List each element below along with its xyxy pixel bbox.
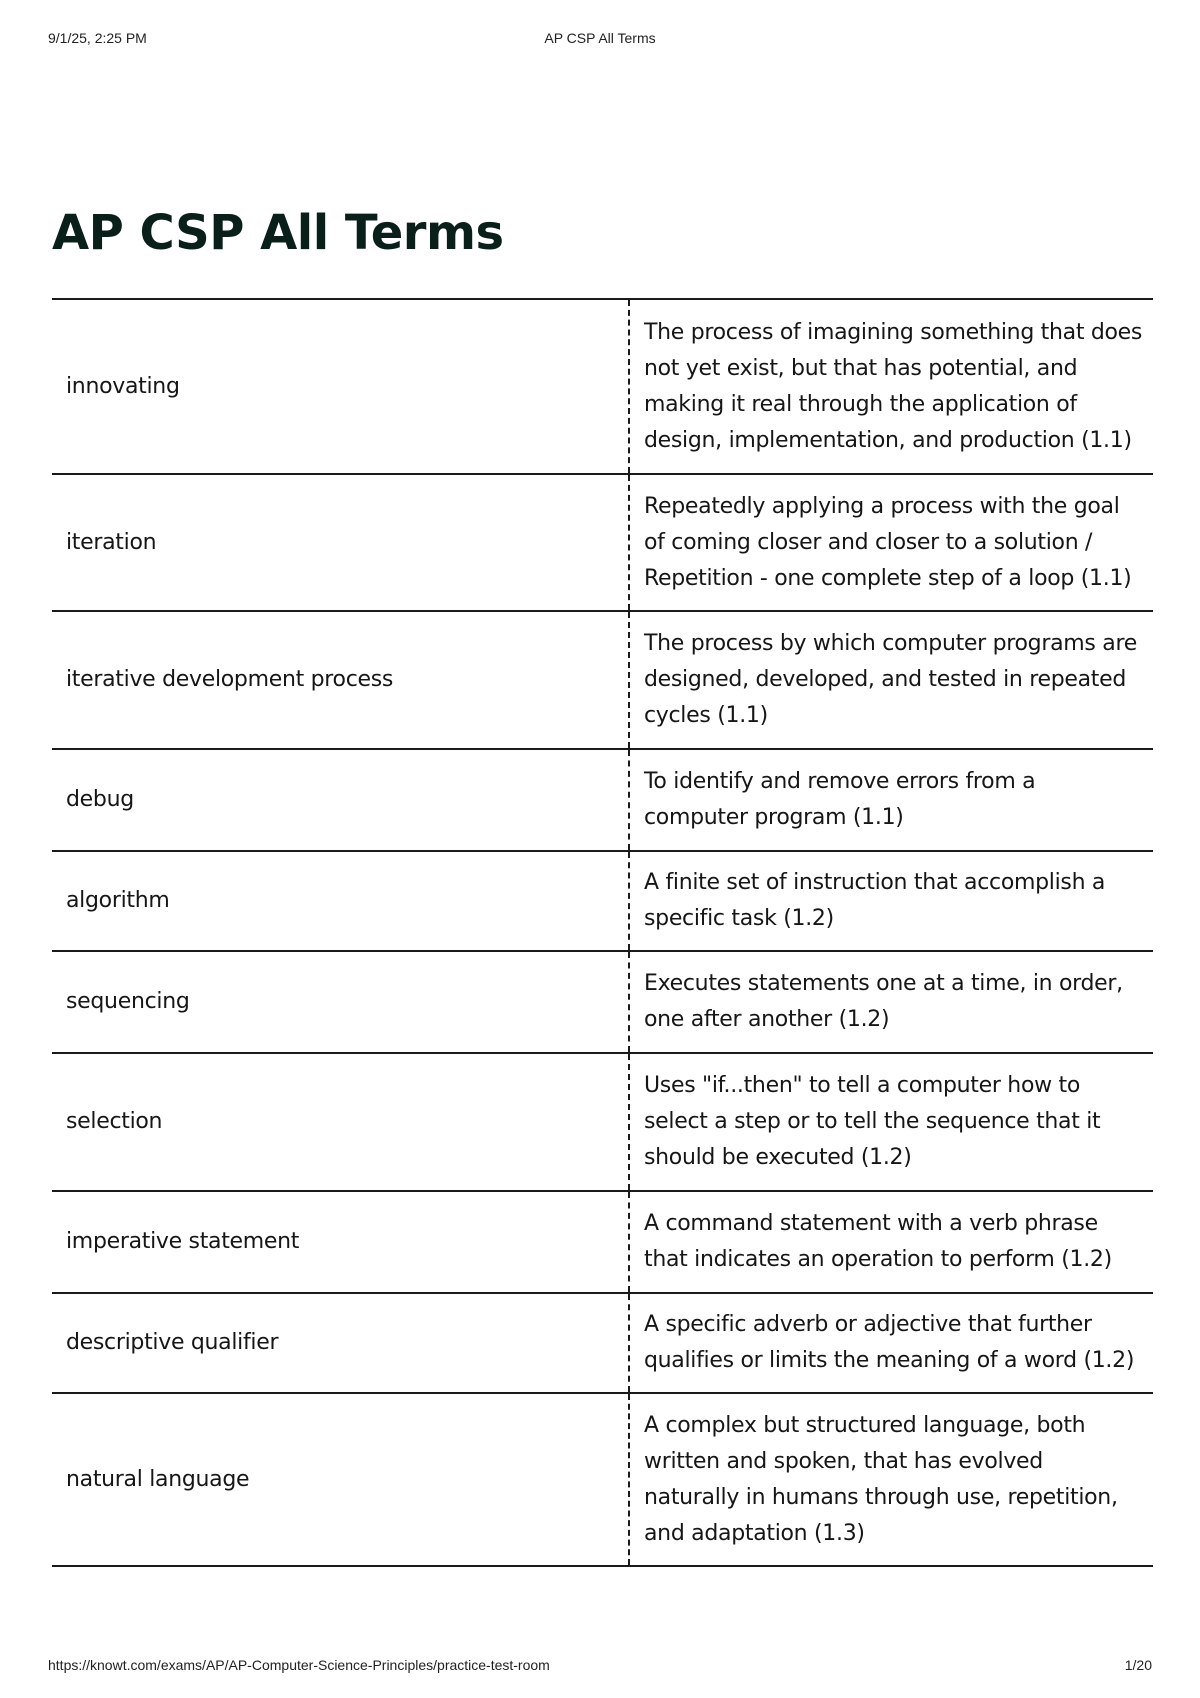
table-row <box>52 474 1153 611</box>
definition-cell: Executes statements one at a time, in order, one after another (1.2) <box>629 951 1153 1053</box>
definition-cell: Repeatedly applying a process with the goal of coming closer and closer to a solution / Repetition - one complete step of a loop (1.1) <box>629 474 1153 611</box>
table-row <box>52 851 1153 951</box>
definition-cell: A command statement with a verb phrase that indicates an operation to perform (1.2) <box>629 1191 1153 1293</box>
definition-cell: A finite set of instruction that accomplish a specific task (1.2) <box>629 851 1153 951</box>
term-cell: natural language <box>52 1393 629 1566</box>
table-row <box>52 1293 1153 1393</box>
term-cell: descriptive qualifier <box>52 1293 629 1393</box>
definition-cell: To identify and remove errors from a computer program (1.1) <box>629 749 1153 851</box>
source-url: https://knowt.com/exams/AP/AP-Computer-Science-Principles/practice-test-room <box>48 1657 550 1673</box>
page-title: AP CSP All Terms <box>52 205 504 261</box>
table-row <box>52 749 1153 851</box>
terms-table <box>52 298 1153 1567</box>
table-row <box>52 1393 1153 1566</box>
table-row <box>52 1053 1153 1191</box>
print-doc-title: AP CSP All Terms <box>544 30 656 46</box>
term-cell: sequencing <box>52 951 629 1053</box>
term-cell: algorithm <box>52 851 629 951</box>
term-cell: iteration <box>52 474 629 611</box>
print-datetime: 9/1/25, 2:25 PM <box>48 30 147 46</box>
definition-cell: The process of imagining something that does not yet exist, but that has potential, and making it real through the application of design, implementation, and production (1.1) <box>629 299 1153 474</box>
term-cell: debug <box>52 749 629 851</box>
table-row <box>52 299 1153 474</box>
definition-cell: The process by which computer programs are designed, developed, and tested in repeated cycles (1.1) <box>629 611 1153 749</box>
term-cell: imperative statement <box>52 1191 629 1293</box>
definition-cell: A complex but structured language, both written and spoken, that has evolved naturally in humans through use, repetition, and adaptation (1.3) <box>629 1393 1153 1566</box>
print-header <box>48 30 1152 50</box>
term-cell: selection <box>52 1053 629 1191</box>
page-number: 1/20 <box>1124 1657 1152 1673</box>
table-row <box>52 1191 1153 1293</box>
table-row <box>52 951 1153 1053</box>
definition-cell: Uses "if...then" to tell a computer how to select a step or to tell the sequence that it should be executed (1.2) <box>629 1053 1153 1191</box>
term-cell: innovating <box>52 299 629 474</box>
print-footer <box>48 1657 1152 1677</box>
term-cell: iterative development process <box>52 611 629 749</box>
definition-cell: A specific adverb or adjective that further qualifies or limits the meaning of a word (1.2) <box>629 1293 1153 1393</box>
table-row <box>52 611 1153 749</box>
